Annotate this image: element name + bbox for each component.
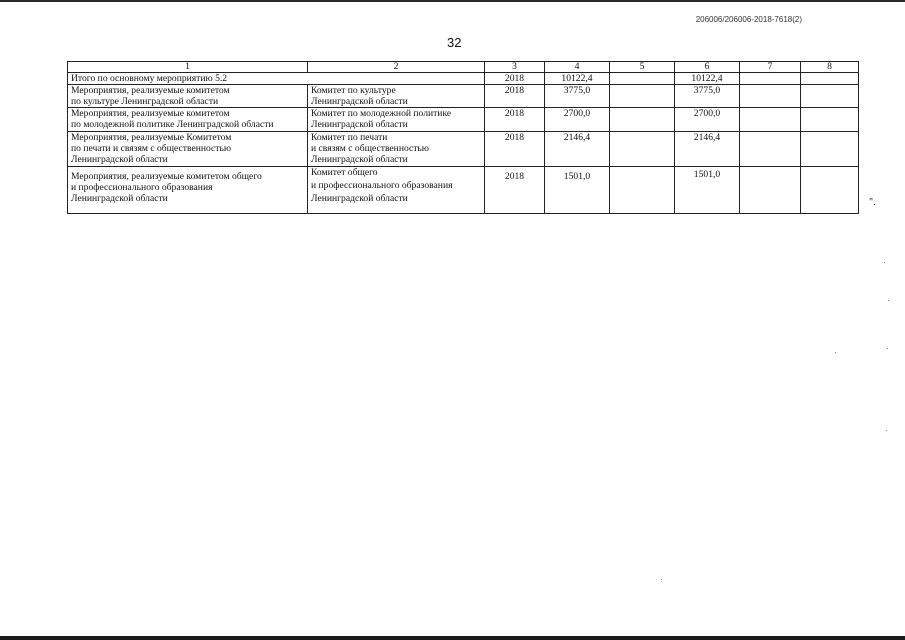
year-cell: 2018 bbox=[485, 85, 545, 108]
col4-cell: 2700,0 bbox=[545, 108, 610, 132]
column-number: 3 bbox=[485, 62, 545, 73]
col5-cell bbox=[610, 167, 675, 214]
column-number: 1 bbox=[68, 62, 308, 73]
scan-speck bbox=[884, 262, 885, 263]
scan-speck bbox=[886, 430, 887, 431]
col8-cell bbox=[801, 85, 859, 108]
col4-cell: 1501,0 bbox=[545, 167, 610, 214]
budget-table bbox=[67, 61, 859, 214]
page-number: 32 bbox=[447, 35, 462, 50]
event-line: Мероприятия, реализуемые комитетом bbox=[71, 85, 230, 96]
event-cell bbox=[68, 167, 308, 214]
col7-cell bbox=[740, 132, 801, 167]
column-number: 4 bbox=[545, 62, 610, 73]
event-line: Мероприятия, реализуемые комитетом bbox=[71, 108, 230, 119]
column-number: 8 bbox=[801, 62, 859, 73]
executor-line: Ленинградской области bbox=[311, 96, 408, 107]
year-cell: 2018 bbox=[485, 167, 545, 214]
event-line: и профессионального образования bbox=[71, 182, 213, 193]
bottom-border-line bbox=[0, 636, 905, 640]
column-number: 7 bbox=[740, 62, 801, 73]
event-line: Мероприятия, реализуемые Комитетом bbox=[71, 132, 232, 143]
total-label: Итого по основному мероприятию 5.2 bbox=[68, 73, 485, 85]
table-row bbox=[68, 85, 859, 108]
column-number: 6 bbox=[675, 62, 740, 73]
total-row bbox=[68, 73, 859, 85]
year-cell: 2018 bbox=[485, 108, 545, 132]
scan-speck bbox=[835, 352, 836, 353]
executor-cell bbox=[308, 167, 485, 214]
total-col6: 10122,4 bbox=[675, 73, 740, 85]
executor-line: Комитет по молодежной политике bbox=[311, 108, 452, 119]
col5-cell bbox=[610, 132, 675, 167]
executor-line: Комитет общего bbox=[311, 167, 378, 178]
col8-cell bbox=[801, 167, 859, 214]
executor-line: Ленинградской области bbox=[311, 119, 408, 130]
event-cell bbox=[68, 132, 308, 167]
executor-line: Комитет по печати bbox=[311, 132, 388, 143]
column-number-row bbox=[68, 62, 859, 73]
event-line: Ленинградской области bbox=[71, 193, 168, 204]
event-line: по молодежной политике Ленинградской области bbox=[71, 119, 274, 130]
total-col7 bbox=[740, 73, 801, 85]
total-year: 2018 bbox=[485, 73, 545, 85]
col6-cell: 3775,0 bbox=[675, 85, 740, 108]
column-number: 2 bbox=[308, 62, 485, 73]
col5-cell bbox=[610, 108, 675, 132]
event-cell bbox=[68, 108, 308, 132]
event-cell bbox=[68, 85, 308, 108]
executor-cell bbox=[308, 132, 485, 167]
closing-quote-mark: ". bbox=[869, 197, 876, 208]
event-line: по печати и связям с общественностью bbox=[71, 143, 232, 154]
scan-speck bbox=[887, 348, 888, 349]
table-row bbox=[68, 132, 859, 167]
total-col5 bbox=[610, 73, 675, 85]
col7-cell bbox=[740, 167, 801, 214]
col8-cell bbox=[801, 132, 859, 167]
executor-line: Ленинградской области bbox=[311, 154, 408, 165]
event-line: Ленинградской области bbox=[71, 154, 168, 165]
col7-cell bbox=[740, 108, 801, 132]
scan-speck bbox=[661, 579, 662, 580]
total-col8 bbox=[801, 73, 859, 85]
executor-cell bbox=[308, 85, 485, 108]
executor-line: и связям с общественностью bbox=[311, 143, 429, 154]
executor-cell bbox=[308, 108, 485, 132]
event-line: по культуре Ленинградской области bbox=[71, 96, 219, 107]
col6-cell: 1501,0 bbox=[675, 167, 740, 214]
top-border-line bbox=[0, 0, 905, 2]
year-cell: 2018 bbox=[485, 132, 545, 167]
scan-speck bbox=[888, 300, 889, 301]
table-row bbox=[68, 108, 859, 132]
executor-line: и профессионального образования bbox=[311, 180, 453, 191]
executor-line: Комитет по культуре bbox=[311, 85, 396, 96]
col6-cell: 2700,0 bbox=[675, 108, 740, 132]
column-number: 5 bbox=[610, 62, 675, 73]
col5-cell bbox=[610, 85, 675, 108]
event-line: Мероприятия, реализуемые комитетом общего bbox=[71, 171, 262, 182]
table-row bbox=[68, 167, 859, 214]
col6-cell: 2146,4 bbox=[675, 132, 740, 167]
document-id: 206006/206006-2018-7618(2) bbox=[695, 15, 802, 24]
col8-cell bbox=[801, 108, 859, 132]
executor-line: Ленинградской области bbox=[311, 193, 408, 204]
col7-cell bbox=[740, 85, 801, 108]
col4-cell: 3775,0 bbox=[545, 85, 610, 108]
col4-cell: 2146,4 bbox=[545, 132, 610, 167]
total-col4: 10122,4 bbox=[545, 73, 610, 85]
